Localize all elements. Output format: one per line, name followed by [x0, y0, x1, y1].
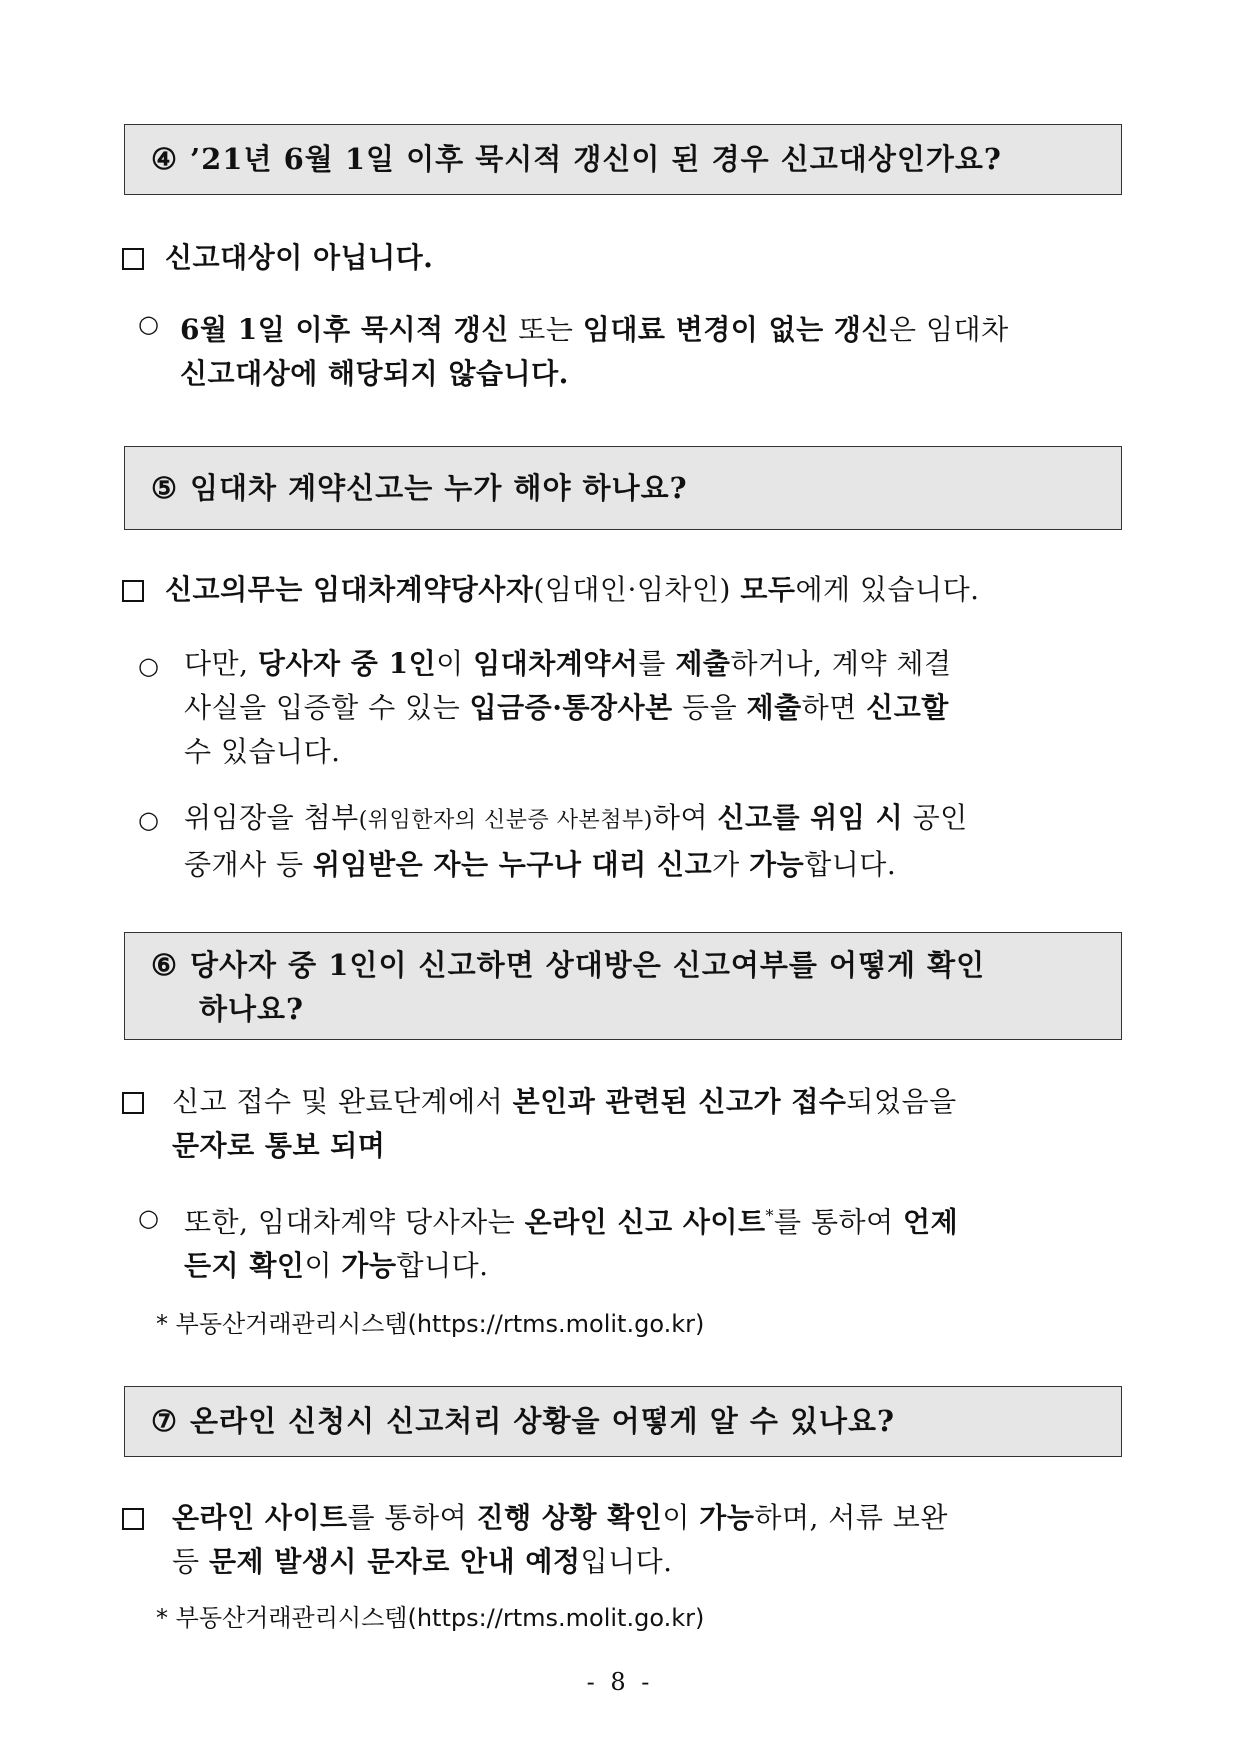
question-number: ⑦ [151, 1404, 178, 1438]
circle-bullet-icon: ○ [138, 806, 159, 834]
footnote: * 부동산거래관리시스템(https://rtms.molit.go.kr) [156, 1604, 705, 1632]
circle-bullet-icon: ○ [138, 1204, 159, 1232]
question-box-7 [124, 1386, 1122, 1457]
question-number: ⑤ [151, 471, 178, 505]
footnote: * 부동산거래관리시스템(https://rtms.molit.go.kr) [156, 1310, 705, 1338]
checkbox-square-icon [122, 1508, 144, 1530]
question-title: 임대차 계약신고는 누가 해야 하나요? [190, 471, 688, 505]
detail-text: 또한, 임대차계약 당사자는 온라인 신고 사이트*를 통하여 언제 든지 확인이 가능합니다. [184, 1205, 959, 1283]
checkbox-square-icon [122, 1092, 144, 1114]
question-box-6: ⑥ 당사자 중 1인이 신고하면 상대방은 신고여부를 어떻게 확인 하나요? [124, 932, 1122, 1040]
detail-text: 위임장을 첨부(위임한자의 신분증 사본첨부)하여 신고를 위임 시 공인 중개사 등 위임받은 자는 누구나 대리 신고가 가능합니다. [184, 801, 968, 881]
answer-text: 온라인 사이트를 통하여 진행 상황 확인이 가능하며, 서류 보완 등 문제 발생시 문자로 안내 예정입니다. [172, 1501, 948, 1578]
detail-text: 6월 1일 이후 묵시적 갱신 또는 임대료 변경이 없는 갱신은 임대차 신고대상에 해당되지 않습니다. [180, 313, 1009, 390]
question-title: ’21년 6월 1일 이후 묵시적 갱신이 된 경우 신고대상인가요? [190, 142, 1002, 176]
question-title: 온라인 신청시 신고처리 상황을 어떻게 알 수 있나요? [190, 1404, 895, 1438]
checkbox-square-icon [122, 248, 144, 270]
answer-text: 신고대상이 아닙니다. [165, 241, 434, 274]
question-number: ⑥ [151, 948, 178, 982]
question-box-5 [124, 446, 1122, 530]
checkbox-square-icon [122, 580, 144, 602]
detail-text: 다만, 당사자 중 1인이 임대차계약서를 제출하거나, 계약 체결 사실을 입증할 수 있는 입금증·통장사본 등을 제출하면 신고할 수 있습니다. [184, 647, 952, 768]
answer-text: 신고 접수 및 완료단계에서 본인과 관련된 신고가 접수되었음을 문자로 통보 되며 [172, 1085, 957, 1162]
question-box-4 [124, 124, 1122, 195]
question-number: ④ [151, 142, 178, 176]
circle-bullet-icon: ○ [138, 652, 159, 680]
question-title: 당사자 중 1인이 신고하면 상대방은 신고여부를 어떻게 확인 [190, 948, 986, 982]
answer-text: 신고의무는 임대차계약당사자(임대인·임차인) 모두에게 있습니다. [165, 573, 980, 606]
page-number: - 8 - [586, 1668, 654, 1696]
circle-bullet-icon: ○ [138, 310, 159, 338]
